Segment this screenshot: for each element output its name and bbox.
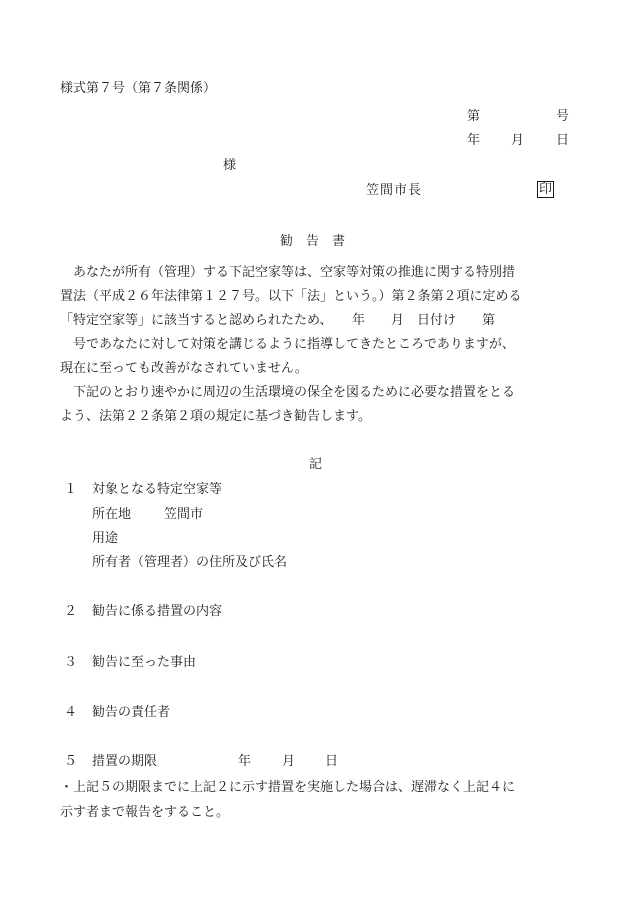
section-3-title: 勧告に至った事由 [92,655,197,670]
note-line: ・上記５の期限までに上記２に示す措置を実施した場合は、遅滞なく上記４に [60,780,516,795]
section-4-number: ４ [64,705,78,720]
note-text [60,775,572,825]
location-value: 笠間市 [164,507,204,522]
section-5-title: 措置の期限 [92,754,158,769]
body-line: 置法（平成２６年法律第１２７号。以下「法」という。）第２条第２項に定める [60,289,522,304]
issuer: 笠間市長 [366,183,423,198]
addressee-suffix: 様 [223,158,237,173]
seal-stamp: 印 [539,182,553,197]
document-number-prefix: 第 [467,109,481,124]
document-title: 勧 告 書 [280,234,346,249]
body-text [60,261,572,429]
use-label: 用途 [92,531,119,546]
document-number-suffix: 号 [556,109,570,124]
note-line: 示す者まで報告をすること。 [60,805,230,820]
date-day: 日 [556,133,570,148]
body-line: 現在に至っても改善がなされていません。 [60,361,308,376]
date-month: 月 [511,133,525,148]
body-line: 号であなたに対して対策を講じるように指導してきたところでありますが、 [73,337,515,352]
section-1-title: 対象となる特定空家等 [92,482,223,497]
form-label: 様式第７号（第７条関係） [60,81,217,96]
section-1-number: １ [64,482,78,497]
section-5-number: ５ [64,754,78,769]
body-line: あなたが所有（管理）する下記空家等は、空家等対策の推進に関する特別措 [73,265,516,280]
section-2-title: 勧告に係る措置の内容 [92,604,223,619]
body-line: 「特定空家等」に該当すると認められたため、 年 月 日付け 第 [60,313,495,328]
seal-mark [537,181,554,199]
section-3-number: ３ [64,655,78,670]
deadline-year: 年 [238,754,252,769]
deadline-day: 日 [325,754,339,769]
body-line: よう、法第２２条第２項の規定に基づき勧告します。 [60,409,371,424]
body-line: 下記のとおり速やかに周辺の生活環境の保全を図るために必要な措置をとる [73,385,516,400]
location-label: 所在地 [92,507,132,522]
deadline-month: 月 [282,754,296,769]
owner-label: 所有者（管理者）の住所及び氏名 [92,555,288,570]
ki-heading: 記 [309,457,323,472]
section-2-number: ２ [64,604,78,619]
date-year: 年 [467,133,481,148]
section-4-title: 勧告の責任者 [92,705,171,720]
